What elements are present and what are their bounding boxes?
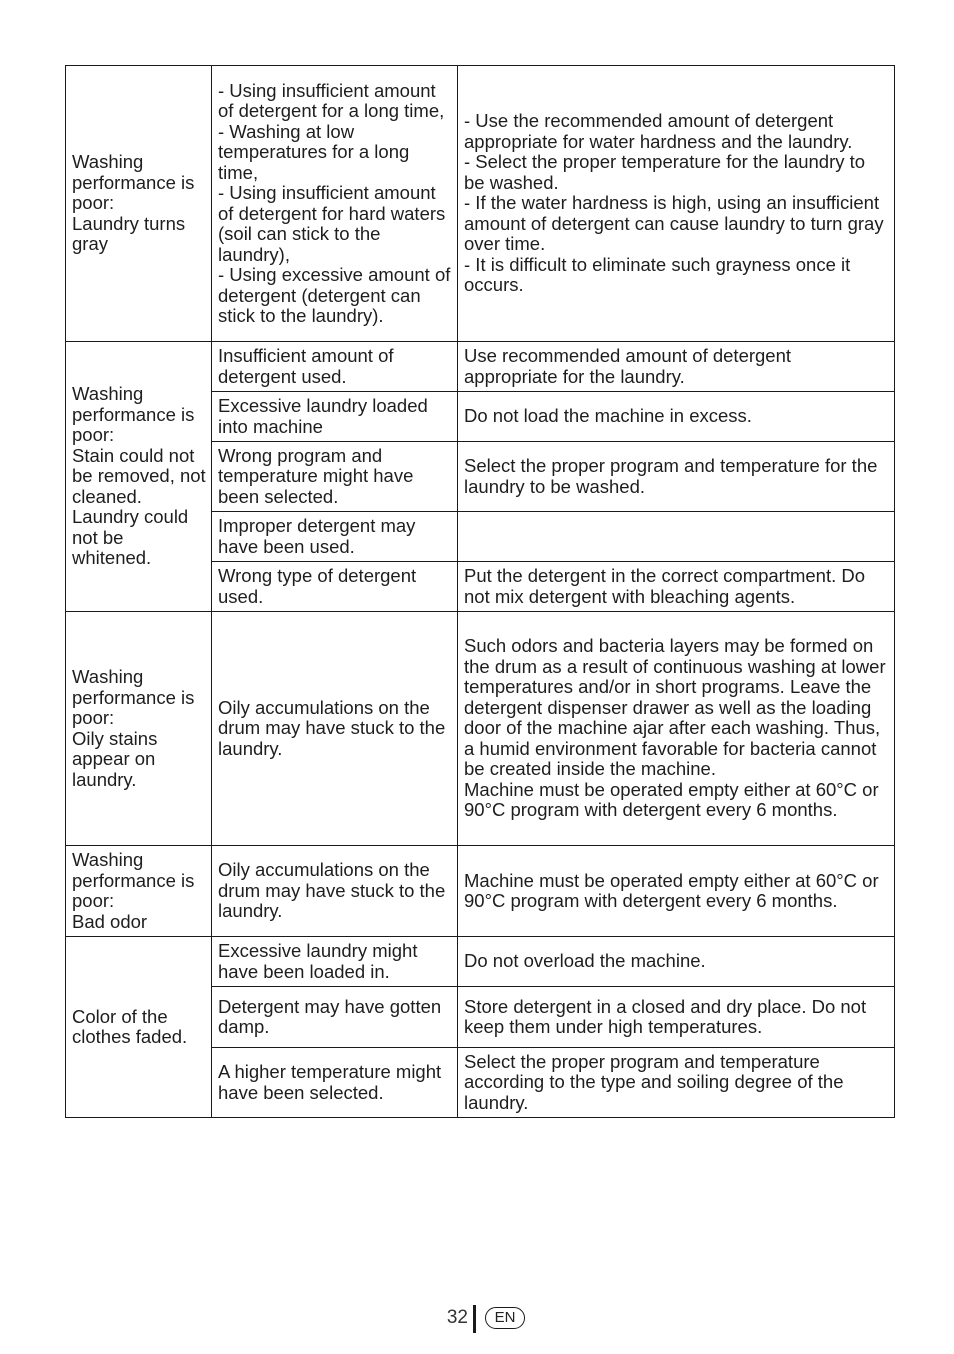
cause-cell: Insufficient amount of detergent used. (212, 342, 458, 392)
cause-cell: Improper detergent may have been used. (212, 512, 458, 562)
table-row (66, 937, 895, 987)
cause-cell: Oily accumulations on the drum may have stuck to the laundry. (212, 612, 458, 846)
cause-cell: Excessive laundry might have been loaded in. (212, 937, 458, 987)
cause-cell: Wrong program and temperature might have been selected. (212, 442, 458, 512)
solution-cell: Use recommended amount of detergent appropriate for the laundry. (458, 342, 895, 392)
solution-cell: Select the proper program and temperature for the laundry to be washed. (458, 442, 895, 512)
language-badge: EN (485, 1307, 525, 1329)
table-row (66, 612, 895, 846)
solution-cell: Put the detergent in the correct compartment. Do not mix detergent with bleaching agents. (458, 562, 895, 612)
troubleshooting-table (65, 65, 895, 1118)
page-footer (0, 1303, 954, 1333)
problem-cell: Washing performance is poor: Bad odor (66, 846, 212, 937)
table-row (66, 342, 895, 392)
solution-cell: - Use the recommended amount of detergent appropriate for water hardness and the laundry. - Select the proper temperature for the laundry to be washed. - If the water hardness is high, using an insufficient amount of detergent can cause laundry to turn gray over time. - It is difficult to eliminate such grayness once it occurs. (458, 66, 895, 342)
table-row (66, 66, 895, 342)
solution-cell: Do not load the machine in excess. (458, 392, 895, 442)
problem-cell: Washing performance is poor: Oily stains appear on laundry. (66, 612, 212, 846)
solution-cell (458, 512, 895, 562)
problem-cell: Washing performance is poor: Laundry turns gray (66, 66, 212, 342)
problem-cell: Washing performance is poor: Stain could not be removed, not cleaned. Laundry could not be whitened. (66, 342, 212, 612)
problem-cell: Color of the clothes faded. (66, 937, 212, 1118)
solution-cell: Store detergent in a closed and dry place. Do not keep them under high temperatures. (458, 987, 895, 1048)
solution-cell: Do not overload the machine. (458, 937, 895, 987)
cause-cell: - Using insufficient amount of detergent for a long time, - Washing at low temperatures for a long time, - Using insufficient amount of detergent for hard waters (soil can stick to the laundry), - Using excessive amount of detergent (detergent can stick to the laundry). (212, 66, 458, 342)
cause-cell: Oily accumulations on the drum may have stuck to the laundry. (212, 846, 458, 937)
cause-cell: Wrong type of detergent used. (212, 562, 458, 612)
cause-cell: A higher temperature might have been selected. (212, 1048, 458, 1118)
table-row (66, 846, 895, 937)
solution-cell: Machine must be operated empty either at 60°C or 90°C program with detergent every 6 months. (458, 846, 895, 937)
cause-cell: Excessive laundry loaded into machine (212, 392, 458, 442)
page-number: 32 (446, 1307, 468, 1328)
solution-cell: Select the proper program and temperature according to the type and soiling degree of the laundry. (458, 1048, 895, 1118)
cause-cell: Detergent may have gotten damp. (212, 987, 458, 1048)
solution-cell: Such odors and bacteria layers may be formed on the drum as a result of continuous washing at lower temperatures and/or in short programs. Leave the detergent dispenser drawer as well as the loading door of the machine ajar after each washing. Thus, a humid environment favorable for bacteria cannot be created inside the machine. Machine must be operated empty either at 60°C or 90°C program with detergent every 6 months. (458, 612, 895, 846)
footer-divider (473, 1305, 476, 1333)
